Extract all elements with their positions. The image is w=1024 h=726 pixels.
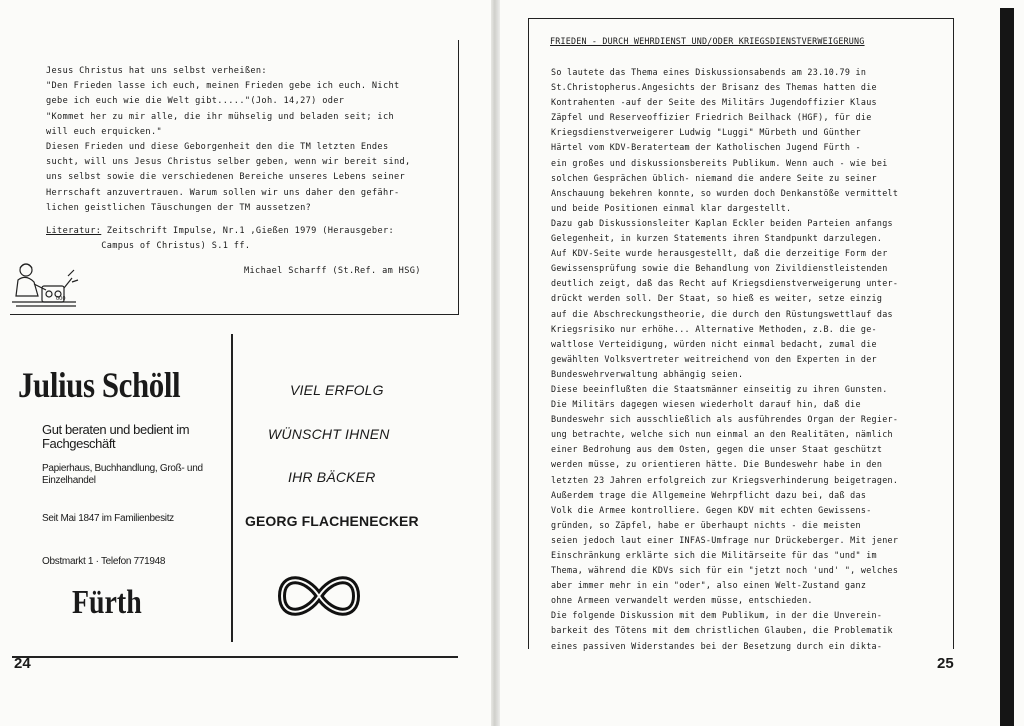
quote-line: uns selbst sowie die verschiedenen Bereiche unseres Lebens seiner bbox=[46, 172, 406, 183]
article-line: Kontrahenten -auf der Seite des Militärs Jugendoffizier Klaus bbox=[551, 97, 877, 108]
article-line: barkeit des Tötens mit dem christlichen Glauben, die Problematik bbox=[551, 625, 893, 636]
article-line: eines passiven Widerstandes bei der Besetzung durch ein dikta- bbox=[551, 640, 883, 651]
article-line: gründen, so Zäpfel, habe er überhaupt nichts - die meisten bbox=[551, 519, 861, 530]
article-line: aber immer mehr in ein "oder", also einen Welt-Zustand ganz bbox=[551, 580, 867, 591]
article-line: und beide Positionen einmal klar dargestellt. bbox=[551, 202, 792, 213]
literature-text: Zeitschrift Impulse, Nr.1 ,Gießen 1979 (Herausgeber: bbox=[101, 226, 395, 236]
article-line: letzten 23 Jahren erfolgreich zur Kriegsverhinderung beigetragen. bbox=[551, 474, 899, 485]
article-line: deutlich zeigt, daß das Recht auf Kriegsdienstverweigerung unter- bbox=[551, 278, 899, 289]
ad-baker-line-3: IHR BÄCKER bbox=[288, 469, 376, 485]
article-line: ein großes und diskussionsbereits Publikum. Wenn auch - wie bei bbox=[551, 157, 888, 168]
quote-line: gebe ich euch wie die Welt gibt....."(Joh. 14,27) oder bbox=[46, 96, 345, 107]
article-line: Die Militärs dagegen wiesen wiederholt darauf hin, daß die bbox=[551, 399, 861, 410]
ad-schoell-city: Fürth bbox=[72, 584, 142, 621]
ad-baker-line-1: VIEL ERFOLG bbox=[290, 382, 384, 398]
page-edge-shadow bbox=[1000, 8, 1014, 726]
ad-bottom-rule bbox=[12, 656, 458, 658]
quote-line: Diesen Frieden und diese Geborgenheit den die TM letzten Endes bbox=[46, 142, 389, 153]
article-line: ohne Armeen verwandelt werden müsse, entschieden. bbox=[551, 595, 813, 606]
article-line: Thema, während die KDVs sich für ein "jetzt noch 'und' ", welches bbox=[551, 565, 899, 576]
ad-schoell-address: Obstmarkt 1 · Telefon 771948 bbox=[42, 556, 166, 567]
article-line: Die folgende Diskussion mit dem Publikum, in der die Unverein- bbox=[551, 610, 883, 621]
literature-line-1 bbox=[46, 224, 456, 239]
ad-baker-name: GEORG FLACHENECKER bbox=[245, 513, 419, 529]
book-spine bbox=[491, 0, 500, 726]
literature-line-2: Campus of Christus) S.1 ff. bbox=[46, 241, 251, 252]
article-line: solchen Gesprächen üblich- niemand die andere Seite zu seiner bbox=[551, 172, 877, 183]
article-body bbox=[551, 65, 946, 654]
article-line: St.Christopherus.Angesichts der Brisanz des Themas hatten die bbox=[551, 82, 877, 93]
ad-baker-line-2: WÜNSCHT IHNEN bbox=[268, 426, 390, 442]
article-line: auf die Abschreckungstheorie, die durch den Rüstungswettlauf das bbox=[551, 308, 893, 319]
quote-text bbox=[46, 64, 456, 216]
page-number-right: 25 bbox=[937, 655, 954, 672]
article-line: Zäpfel und Reserveoffizier Friedrich Beilhack (HGF), für die bbox=[551, 112, 872, 123]
svg-text:000: 000 bbox=[56, 296, 66, 302]
ad-schoell-slogan: Gut beraten und bedient im Fachgeschäft bbox=[42, 422, 190, 451]
ad-schoell-description: Papierhaus, Buchhandlung, Groß- und Einzelhandel bbox=[42, 463, 203, 486]
article-heading: FRIEDEN - DURCH WEHRDIENST UND/ODER KRIEGSDIENSTVERWEIGERUNG bbox=[550, 36, 865, 46]
article-line: Außerdem trage die Allgemeine Wehrpflicht dazu bei, daß das bbox=[551, 489, 867, 500]
article-line: So lautete das Thema eines Diskussionsabends am 23.10.79 in bbox=[551, 67, 867, 77]
article-line: gewählten Volksvertreter weitreichend von den Experten in der bbox=[551, 353, 877, 364]
pretzel-icon bbox=[276, 568, 362, 624]
author-signature: Michael Scharff (St.Ref. am HSG) bbox=[244, 266, 421, 276]
quote-line: Jesus Christus hat uns selbst verheißen: bbox=[46, 66, 267, 76]
ad-column-divider bbox=[231, 334, 233, 642]
article-line: Härtel vom KDV-Beraterteam der Katholischen Jugend Fürth - bbox=[551, 142, 861, 153]
article-line: einer Bedrohung aus dem Osten, gegen die unser Staat geschützt bbox=[551, 444, 883, 455]
quote-line: lichen geistlichen Täuschungen der TM aussetzen? bbox=[46, 202, 312, 213]
quote-line: "Kommet her zu mir alle, die ihr mühselig und beladen seit; ich bbox=[46, 111, 395, 122]
quote-line: will euch erquicken." bbox=[46, 126, 163, 137]
article-line: ung betrachte, welche sich nun einmal an den Realitäten, nämlich bbox=[551, 429, 893, 440]
literature-reference bbox=[46, 224, 456, 254]
cartoon-drawing bbox=[8, 256, 80, 312]
quote-line: "Den Frieden lasse ich euch, meinen Frieden gebe ich euch. Nicht bbox=[46, 81, 400, 92]
quote-line: sucht, will uns Jesus Christus selber geben, wenn wir bereit sind, bbox=[46, 157, 411, 168]
article-line: Kriegsrisiko nur erhöhe... Alternative Methoden, z.B. die ge- bbox=[551, 323, 877, 334]
article-line: Gelegenheit, in kurzen Statements ihren Standpunkt darzulegen. bbox=[551, 233, 883, 244]
article-line: Bundeswehrverwaltung abhängig seien. bbox=[551, 368, 744, 379]
quote-line: Herrschaft anzuvertrauen. Warum sollen wir uns daher den gefähr- bbox=[46, 187, 400, 198]
article-line: Kriegsdienstverweigerer Ludwig "Luggi" Mürbeth und Günther bbox=[551, 127, 861, 138]
article-line: Anschauung bekehren konnte, so wurden doch Denkanstöße vermittelt bbox=[551, 187, 899, 198]
article-line: seien jedoch laut einer INFAS-Umfrage nur Drückeberger. Mit jener bbox=[551, 534, 899, 545]
article-line: waltlose Verteidigung, würden nicht einmal bedacht, zumal die bbox=[551, 338, 877, 349]
article-line: Bundeswehr sich ausschließlich als ausführendes Organ der Regier- bbox=[551, 414, 899, 425]
article-line: Auf KDV-Seite wurde herausgestellt, daß die derzeitige Form der bbox=[551, 248, 888, 259]
article-line: drückt werden soll. Der Staat, so hieß es weiter, setze einzig bbox=[551, 293, 883, 304]
article-line: Diese beeinflußten die Staatsmänner einseitig zu ihren Gunsten. bbox=[551, 383, 888, 394]
article-line: Einschränkung erklärte sich die Militärseite für das "und" im bbox=[551, 550, 877, 560]
ad-schoell-name: Julius Schöll bbox=[18, 365, 181, 405]
article-line: Gewissensprüfung sowie die Behandlung von Zivildienstleistenden bbox=[551, 263, 888, 274]
article-line: Dazu gab Diskussionsleiter Kaplan Eckler beiden Parteien anfangs bbox=[551, 217, 893, 228]
page-number-left: 24 bbox=[14, 655, 31, 672]
article-line: werden müsse, zu orientieren hätte. Die Bundeswehr habe in den bbox=[551, 459, 883, 470]
literature-label: Literatur: bbox=[46, 226, 102, 236]
ad-schoell-since: Seit Mai 1847 im Familienbesitz bbox=[42, 513, 174, 524]
article-line: Volk die Armee kontrolliere. Gegen KDV mit echten Gewissens- bbox=[551, 504, 872, 515]
